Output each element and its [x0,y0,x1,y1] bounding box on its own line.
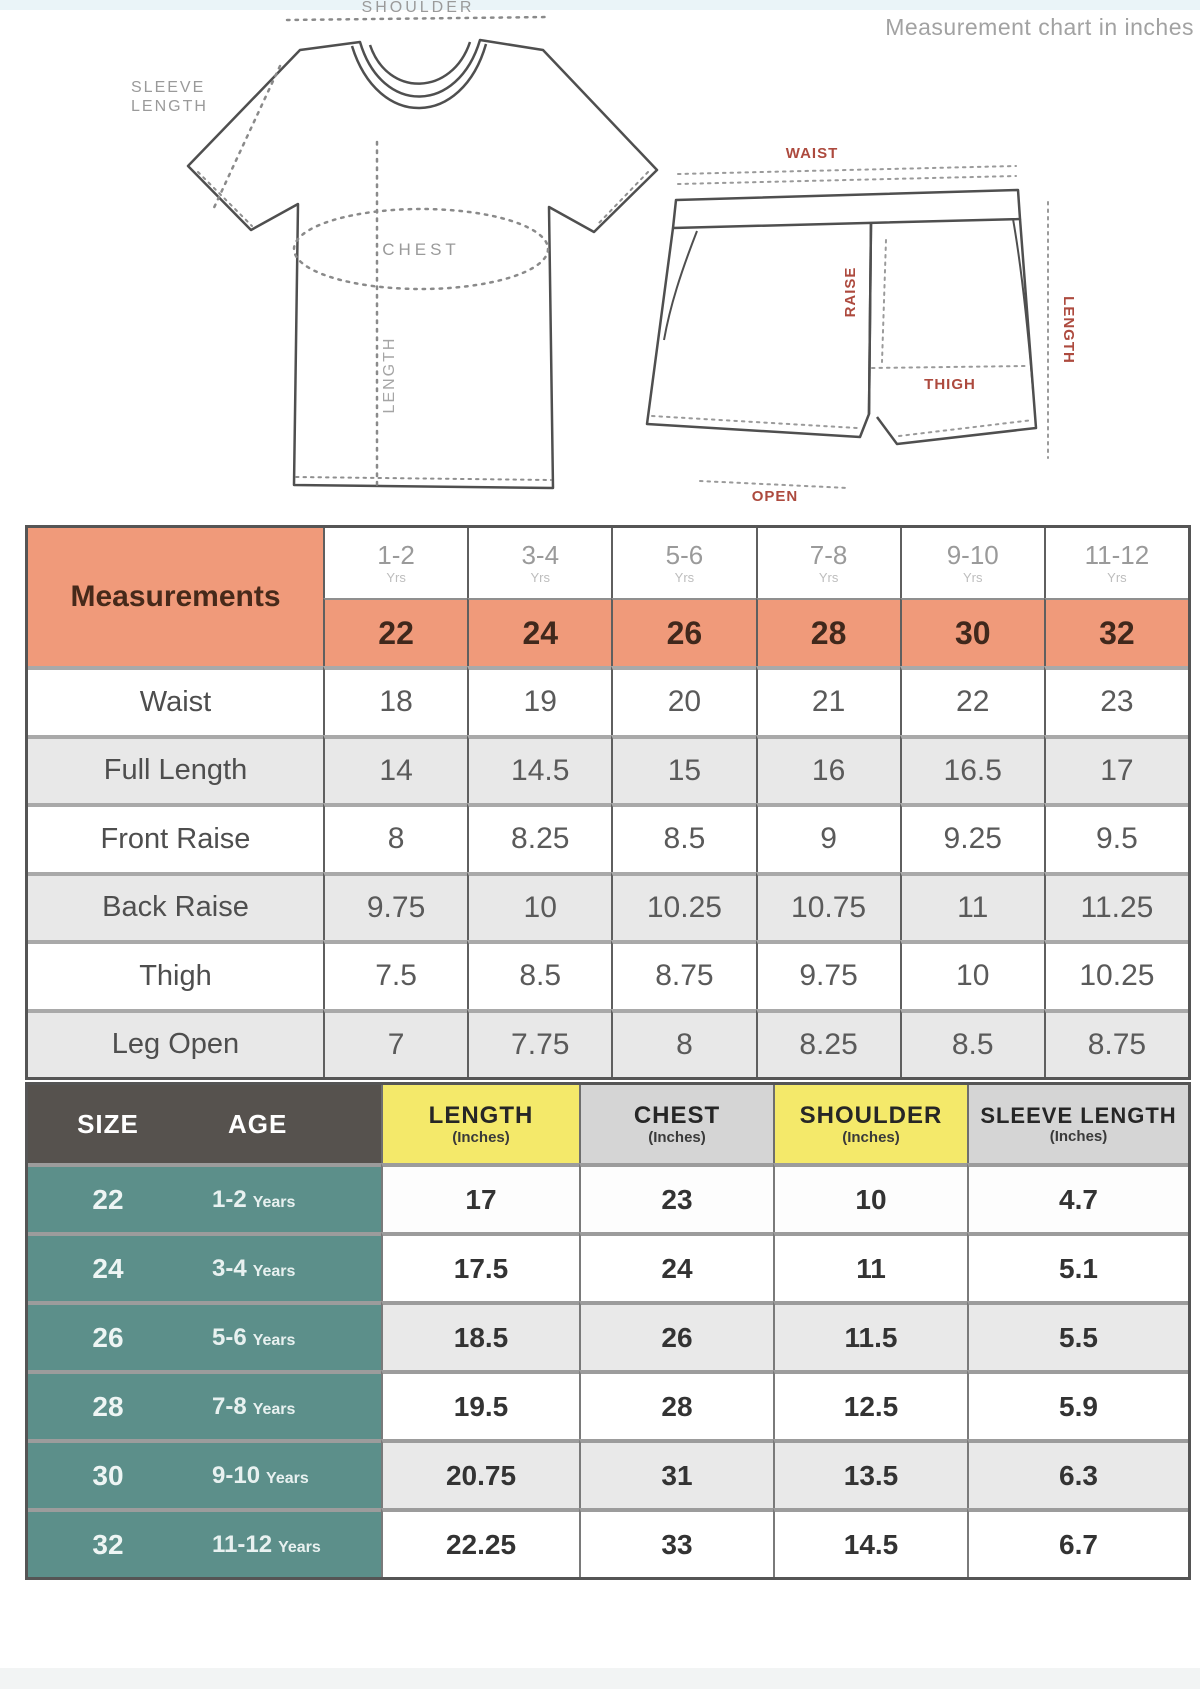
value-cell: 6.7 [967,1508,1188,1577]
size-age-cell: 32 11-12 Years [28,1508,381,1577]
age-column-header: 1-2 Yrs [323,528,467,598]
age-column-header: 7-8 Yrs [756,528,900,598]
value-cell: 10 [467,872,611,941]
bottom-strip [0,1668,1200,1689]
value-cell: 10 [773,1163,967,1232]
value-cell: 18.5 [381,1301,579,1370]
value-cell: 13.5 [773,1439,967,1508]
shorts-length-label: LENGTH [1060,296,1077,364]
chest-header: CHEST (Inches) [579,1085,773,1163]
tshirt-shoulder-label: SHOULDER [361,0,475,16]
tshirt-drawing [188,40,657,488]
measurements-table [25,525,1191,1080]
tshirt-length-label: LENGTH [381,336,398,414]
value-cell: 10 [900,940,1044,1009]
value-cell: 10.25 [1044,940,1188,1009]
row-label-full-length: Full Length [28,735,323,804]
value-cell: 22 [900,666,1044,735]
measurements-table-title: Measurements [28,528,323,666]
value-cell: 23 [1044,666,1188,735]
value-cell: 23 [579,1163,773,1232]
age-column-header: 3-4 Yrs [467,528,611,598]
value-cell: 8.75 [611,940,755,1009]
shorts-waist-label: WAIST [785,145,839,162]
garment-diagram [0,0,1200,522]
value-cell: 14.5 [467,735,611,804]
value-cell: 8 [323,803,467,872]
value-cell: 8.5 [611,803,755,872]
size-age-cell: 24 3-4 Years [28,1232,381,1301]
thigh-dotted-line [872,366,1026,368]
value-cell: 11.5 [773,1301,967,1370]
shorts-thigh-label: THIGH [924,376,976,393]
value-cell: 28 [579,1370,773,1439]
value-cell: 12.5 [773,1370,967,1439]
waist-dotted-line-1 [678,166,1016,174]
value-cell: 19.5 [381,1370,579,1439]
chart-note: Measurement chart in inches [885,14,1194,40]
shorts-raise-label: RAISE [842,266,859,318]
value-cell: 18 [323,666,467,735]
age-column-header: 11-12 Yrs [1044,528,1188,598]
tshirt-sleeve-label-1: SLEEVE [131,79,206,96]
value-cell: 10.25 [611,872,755,941]
size-column-header: 28 [756,598,900,666]
value-cell: 9.75 [323,872,467,941]
size-age-cell: 26 5-6 Years [28,1301,381,1370]
open-dotted-line [700,481,848,488]
value-cell: 4.7 [967,1163,1188,1232]
value-cell: 9 [756,803,900,872]
size-column-header: 32 [1044,598,1188,666]
length-header: LENGTH (Inches) [381,1085,579,1163]
size-column-header: 30 [900,598,1044,666]
value-cell: 17 [381,1163,579,1232]
size-age-header [28,1085,381,1163]
value-cell: 8.5 [900,1009,1044,1078]
value-cell: 5.1 [967,1232,1188,1301]
size-age-cell: 30 9-10 Years [28,1439,381,1508]
row-label-back-raise: Back Raise [28,872,323,941]
size-column-header: 22 [323,598,467,666]
value-cell: 17 [1044,735,1188,804]
row-label-thigh: Thigh [28,940,323,1009]
size-column-header: 26 [611,598,755,666]
value-cell: 31 [579,1439,773,1508]
value-cell: 7.5 [323,940,467,1009]
value-cell: 11.25 [1044,872,1188,941]
size-table [25,1082,1191,1580]
value-cell: 10.75 [756,872,900,941]
tshirt-sleeve-label-2: LENGTH [131,98,208,115]
value-cell: 24 [579,1232,773,1301]
tshirt-chest-label: CHEST [382,240,460,259]
age-header-label: AGE [228,1108,288,1139]
value-cell: 20.75 [381,1439,579,1508]
row-label-front-raise: Front Raise [28,803,323,872]
waist-dotted-line-2 [678,176,1016,184]
value-cell: 16 [756,735,900,804]
value-cell: 19 [467,666,611,735]
value-cell: 15 [611,735,755,804]
value-cell: 9.25 [900,803,1044,872]
size-age-cell: 28 7-8 Years [28,1370,381,1439]
value-cell: 5.5 [967,1301,1188,1370]
raise-dotted-line [882,240,886,362]
value-cell: 9.5 [1044,803,1188,872]
value-cell: 22.25 [381,1508,579,1577]
size-header-label: SIZE [77,1108,139,1139]
value-cell: 11 [900,872,1044,941]
value-cell: 9.75 [756,940,900,1009]
age-column-header: 9-10 Yrs [900,528,1044,598]
value-cell: 7.75 [467,1009,611,1078]
value-cell: 14 [323,735,467,804]
value-cell: 8.25 [467,803,611,872]
value-cell: 8.75 [1044,1009,1188,1078]
row-label-waist: Waist [28,666,323,735]
size-column-header: 24 [467,598,611,666]
value-cell: 8.25 [756,1009,900,1078]
value-cell: 26 [579,1301,773,1370]
value-cell: 8.5 [467,940,611,1009]
value-cell: 5.9 [967,1370,1188,1439]
value-cell: 16.5 [900,735,1044,804]
age-column-header: 5-6 Yrs [611,528,755,598]
value-cell: 17.5 [381,1232,579,1301]
shoulder-dotted-line [287,17,549,20]
value-cell: 14.5 [773,1508,967,1577]
value-cell: 11 [773,1232,967,1301]
value-cell: 6.3 [967,1439,1188,1508]
value-cell: 8 [611,1009,755,1078]
value-cell: 20 [611,666,755,735]
sleeve-length-header: SLEEVE LENGTH (Inches) [967,1085,1188,1163]
value-cell: 21 [756,666,900,735]
row-label-leg-open: Leg Open [28,1009,323,1078]
size-age-cell: 22 1-2 Years [28,1163,381,1232]
value-cell: 33 [579,1508,773,1577]
shorts-open-label: OPEN [751,488,799,505]
shoulder-header: SHOULDER (Inches) [773,1085,967,1163]
value-cell: 7 [323,1009,467,1078]
